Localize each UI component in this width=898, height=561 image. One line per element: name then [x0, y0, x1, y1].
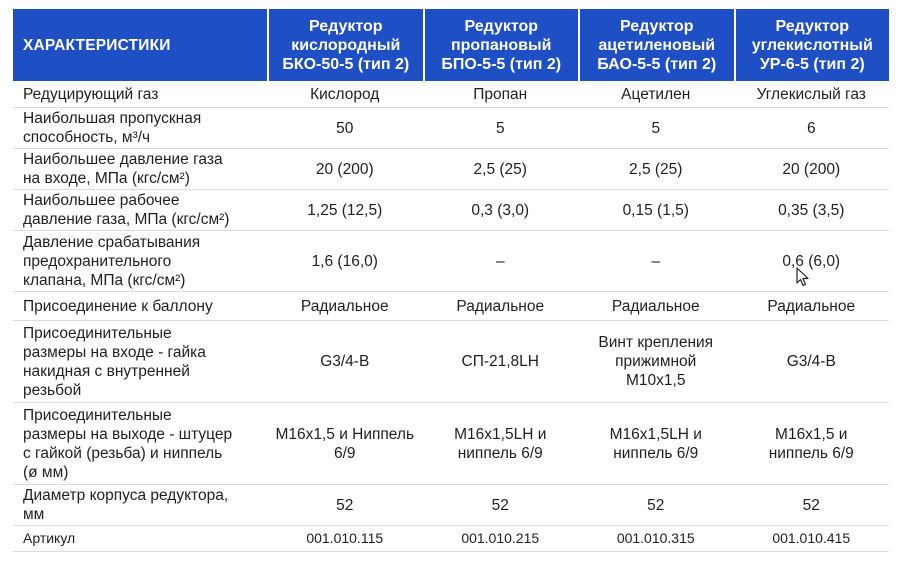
cell-value — [734, 485, 890, 526]
cell-value — [423, 485, 579, 526]
table-row — [13, 321, 889, 403]
value-line: 6 — [806, 119, 816, 137]
value-line: 52 — [647, 496, 665, 514]
row-label — [13, 149, 267, 190]
row-label — [13, 81, 267, 108]
value-line: Кислород — [310, 85, 380, 103]
value-line: прижимной — [615, 353, 697, 370]
value-line: 1,25 (12,5) — [307, 201, 383, 219]
value-line: – — [495, 252, 505, 270]
header-line: Редуктор — [775, 17, 850, 35]
value-line: 2,5 (25) — [629, 160, 683, 178]
cell-value — [267, 190, 423, 231]
label-line: давление газа, МПа (кгс/см²) — [23, 211, 230, 228]
value-line: Радиальное — [611, 297, 700, 315]
value-line: 5 — [495, 119, 505, 137]
value-line: 001.010.315 — [616, 530, 695, 546]
table-row — [13, 485, 889, 526]
cell-value — [734, 231, 890, 292]
table-row — [13, 190, 889, 231]
cell-value — [423, 292, 579, 321]
label-line: предохранительного — [23, 252, 172, 270]
value-line: 001.010.415 — [772, 530, 851, 546]
cell-value — [734, 81, 890, 108]
cell-value — [267, 81, 423, 108]
value-line: Радиальное — [300, 297, 389, 315]
cell-value — [734, 292, 890, 321]
cell-value — [578, 485, 734, 526]
cell-value — [423, 321, 579, 403]
value-line: 0,35 (3,5) — [778, 201, 845, 219]
header-product-2 — [423, 9, 579, 81]
row-label — [13, 321, 267, 403]
value-line: СП-21,8LH — [461, 353, 539, 370]
table-body — [13, 81, 889, 552]
cell-value — [267, 292, 423, 321]
value-line: Ацетилен — [621, 85, 691, 103]
table-row — [13, 231, 889, 292]
mouse-cursor-icon — [796, 267, 810, 287]
header-line: Редуктор — [619, 17, 694, 35]
row-label — [13, 292, 267, 321]
value-line: 20 (200) — [782, 160, 841, 178]
row-label — [13, 190, 267, 231]
value-line: G3/4-B — [320, 353, 370, 370]
cell-value — [423, 526, 579, 552]
value-line: 0,15 (1,5) — [622, 201, 689, 219]
value-line: 001.010.115 — [306, 530, 384, 546]
table-header — [13, 9, 889, 81]
table-row — [13, 292, 889, 321]
value-line: М16х1,5LH и — [609, 425, 702, 443]
cell-value — [423, 403, 579, 485]
header-line: БПО-5-5 (тип 2) — [441, 55, 562, 73]
value-line: 6/9 — [333, 444, 356, 462]
cell-value — [578, 149, 734, 190]
header-line: БКО-50-5 (тип 2) — [282, 55, 410, 73]
value-line: 1,6 (16,0) — [311, 252, 378, 270]
value-line: ниппель 6/9 — [768, 444, 854, 462]
label-line: на входе, МПа (кгс/см²) — [23, 170, 190, 187]
cell-value — [267, 321, 423, 403]
value-line: Радиальное — [767, 297, 856, 315]
header-line: БАО-5-5 (тип 2) — [597, 55, 717, 73]
header-line: углекислотный — [751, 36, 873, 54]
value-line: 5 — [651, 119, 661, 137]
header-line: УР-6-5 (тип 2) — [759, 55, 865, 73]
label-line: Присоединение к баллону — [23, 297, 213, 315]
header-line: Редуктор — [464, 17, 539, 35]
label-line: клапана, МПа (кгс/см²) — [23, 271, 186, 289]
cell-value — [267, 108, 423, 149]
label-line: с гайкой (резьба) и ниппель — [23, 444, 223, 462]
cell-value — [267, 403, 423, 485]
cell-value — [578, 292, 734, 321]
value-line: М16х1,5 и — [775, 425, 848, 443]
cell-value — [734, 403, 890, 485]
value-line: – — [651, 252, 661, 270]
cell-value — [267, 526, 423, 552]
label-line: Наибольшее давление газа — [23, 151, 223, 168]
value-line: 20 (200) — [315, 160, 374, 178]
row-label — [13, 231, 267, 292]
value-line: 50 — [336, 119, 354, 137]
cell-value — [734, 149, 890, 190]
row-label — [13, 403, 267, 485]
row-label — [13, 485, 267, 526]
cell-value — [734, 108, 890, 149]
label-line: Наибольшая пропускная — [23, 110, 202, 127]
header-line: ацетиленовый — [598, 36, 716, 54]
header-characteristics: ХАРАКТЕРИСТИКИ — [13, 9, 267, 81]
header-product-3 — [578, 9, 734, 81]
cell-value — [423, 190, 579, 231]
row-label — [13, 108, 267, 149]
value-line: Углекислый газ — [756, 85, 866, 103]
table-row — [13, 81, 889, 108]
cell-value — [267, 231, 423, 292]
label-line: способность, м³/ч — [23, 129, 151, 146]
row-label — [13, 526, 267, 552]
value-line: 0,6 (6,0) — [782, 252, 841, 270]
value-line: Радиальное — [456, 297, 545, 315]
label-line: Наибольшее рабочее — [23, 192, 180, 209]
label-line: (ø мм) — [23, 463, 69, 481]
value-line: ниппель 6/9 — [613, 444, 699, 462]
label-line: размеры на входе - гайка — [23, 343, 206, 361]
cell-value — [423, 108, 579, 149]
value-line: Пропан — [473, 85, 528, 103]
cell-value — [578, 526, 734, 552]
cell-value — [267, 149, 423, 190]
cell-value — [423, 81, 579, 108]
value-line: 2,5 (25) — [473, 160, 527, 178]
value-line: М16х1,5 и Ниппель — [275, 425, 415, 443]
label-line: накидная с внутренней — [23, 362, 190, 380]
cell-value — [578, 231, 734, 292]
label-line: мм — [23, 506, 45, 523]
cell-value — [578, 403, 734, 485]
value-line: 52 — [491, 496, 509, 514]
value-line: М16х1,5LH и — [454, 425, 547, 443]
value-line: 52 — [336, 496, 354, 514]
header-line: кислородный — [291, 36, 401, 54]
value-line: Винт крепления — [598, 334, 714, 351]
label-line: резьбой — [23, 381, 82, 399]
label-line: Редуцирующий газ — [23, 85, 159, 103]
cell-value — [578, 81, 734, 108]
cell-value — [578, 108, 734, 149]
label-line: Присоединительные — [23, 406, 172, 424]
table-row — [13, 108, 889, 149]
cell-value — [578, 321, 734, 403]
header-product-1 — [267, 9, 423, 81]
table-row — [13, 526, 889, 552]
specs-table — [13, 9, 889, 552]
cell-value — [734, 526, 890, 552]
value-line: G3/4-B — [786, 353, 836, 370]
label-line: Артикул — [23, 530, 76, 546]
value-line: ниппель 6/9 — [457, 444, 543, 462]
header-line: Редуктор — [308, 17, 383, 35]
cell-value — [267, 485, 423, 526]
header-line: пропановый — [450, 36, 552, 54]
value-line: 52 — [802, 496, 820, 514]
label-line: Присоединительные — [23, 324, 172, 342]
value-line: М10х1,5 — [626, 372, 686, 389]
label-line: размеры на выходе - штуцер — [23, 425, 233, 443]
cell-value — [578, 190, 734, 231]
value-line: 001.010.215 — [461, 530, 540, 546]
label-line: Диаметр корпуса редуктора, — [23, 487, 229, 504]
cell-value — [423, 231, 579, 292]
cell-value — [734, 321, 890, 403]
table-row — [13, 403, 889, 485]
header-product-4 — [734, 9, 890, 81]
table-row — [13, 149, 889, 190]
label-line: Давление срабатывания — [23, 233, 201, 251]
value-line: 0,3 (3,0) — [471, 201, 530, 219]
cell-value — [423, 149, 579, 190]
cell-value — [734, 190, 890, 231]
